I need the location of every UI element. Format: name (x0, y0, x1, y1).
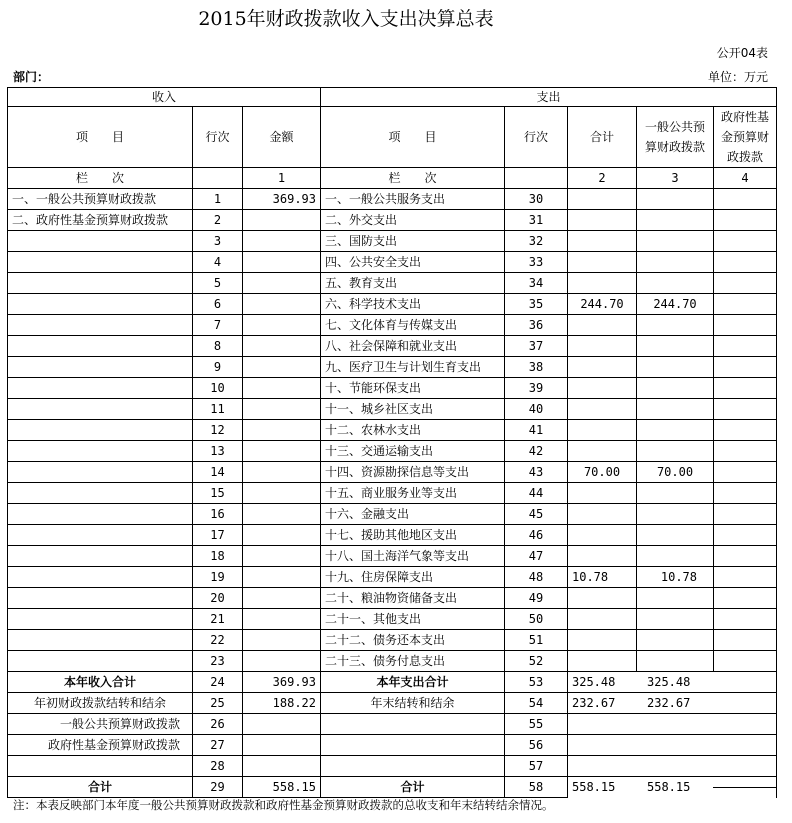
expense-gov-fund (714, 420, 777, 441)
expense-row-number: 44 (505, 483, 568, 504)
expense-item (321, 735, 505, 756)
income-amount-header: 金额 (243, 107, 321, 168)
expense-gov-fund (714, 378, 777, 399)
income-row-number: 6 (193, 294, 243, 315)
income-item: 政府性基金预算财政拨款 (8, 735, 193, 756)
income-amount: 369.93 (243, 672, 321, 693)
expense-gov-fund (714, 399, 777, 420)
expense-item: 二十三、债务付息支出 (321, 651, 505, 672)
expense-total (568, 525, 637, 546)
income-row-number: 26 (193, 714, 243, 735)
expense-item: 七、文化体育与传媒支出 (321, 315, 505, 336)
income-item (8, 231, 193, 252)
expense-row-number: 40 (505, 399, 568, 420)
income-item (8, 399, 193, 420)
income-item (8, 336, 193, 357)
expense-general-budget (637, 252, 714, 273)
income-item (8, 420, 193, 441)
expense-header: 支出 (321, 88, 777, 107)
table-row (8, 210, 777, 231)
income-row-number: 3 (193, 231, 243, 252)
empty-cell (193, 168, 243, 189)
expense-total: 232.67 (572, 696, 616, 710)
expense-general-budget (637, 504, 714, 525)
expense-row-number: 31 (505, 210, 568, 231)
income-amount (243, 441, 321, 462)
expense-item: 一、一般公共服务支出 (321, 189, 505, 210)
income-row-number: 21 (193, 609, 243, 630)
expense-item: 十三、交通运输支出 (321, 441, 505, 462)
expense-item: 三、国防支出 (321, 231, 505, 252)
summary-row (8, 735, 777, 756)
income-amount: 369.93 (243, 189, 321, 210)
expense-total: 558.15 (572, 780, 616, 795)
expense-gov-fund (714, 189, 777, 210)
expense-item: 二、外交支出 (321, 210, 505, 231)
expense-item: 二十一、其他支出 (321, 609, 505, 630)
expense-row-number: 39 (505, 378, 568, 399)
income-item (8, 273, 193, 294)
expense-item: 八、社会保障和就业支出 (321, 336, 505, 357)
income-amount (243, 483, 321, 504)
income-row-number: 28 (193, 756, 243, 777)
expense-total (568, 357, 637, 378)
income-item (8, 756, 193, 777)
expense-total: 325.48 (572, 675, 616, 689)
income-row-number: 17 (193, 525, 243, 546)
expense-item: 十六、金融支出 (321, 504, 505, 525)
income-amount (243, 231, 321, 252)
income-item: 一、一般公共预算财政拨款 (8, 189, 193, 210)
column-header-row (8, 107, 777, 168)
income-row-number: 14 (193, 462, 243, 483)
expense-item: 十、节能环保支出 (321, 378, 505, 399)
income-item (8, 504, 193, 525)
income-amount (243, 399, 321, 420)
expense-total (568, 336, 637, 357)
expense-gov-fund (714, 588, 777, 609)
table-row (8, 273, 777, 294)
expense-gov-fund (714, 231, 777, 252)
expense-item (321, 714, 505, 735)
expense-item: 九、医疗卫生与计划生育支出 (321, 357, 505, 378)
col-index-1: 1 (243, 168, 321, 189)
income-item (8, 630, 193, 651)
expense-total (568, 609, 637, 630)
expense-general-budget (637, 273, 714, 294)
unit-label: 单位：万元 (707, 70, 768, 84)
table-row (8, 336, 777, 357)
expense-total (568, 504, 637, 525)
income-row-number: 4 (193, 252, 243, 273)
expense-item: 二十二、债务还本支出 (321, 630, 505, 651)
expense-total (568, 588, 637, 609)
expense-gov-fund (714, 273, 777, 294)
income-item: 本年收入合计 (8, 672, 193, 693)
income-row-number: 13 (193, 441, 243, 462)
income-row-number: 15 (193, 483, 243, 504)
footnote: 注：本表反映部门本年度一般公共预算财政拨款和政府性基金预算财政拨款的总收支和年末结转结余情况。 (13, 798, 554, 812)
expense-general-budget: 558.15 (647, 780, 691, 795)
table-row (8, 462, 777, 483)
summary-row (8, 777, 777, 798)
expense-item: 十一、城乡社区支出 (321, 399, 505, 420)
income-item: 年初财政拨款结转和结余 (8, 693, 193, 714)
expense-row-number: 50 (505, 609, 568, 630)
expense-row-number: 53 (505, 672, 568, 693)
expense-general-budget (637, 378, 714, 399)
expense-general-budget (637, 336, 714, 357)
expense-item (321, 756, 505, 777)
expense-general-budget: 325.48 (647, 675, 691, 689)
expense-general-budget (637, 546, 714, 567)
expense-total: 244.70 (568, 294, 637, 315)
income-row-number: 12 (193, 420, 243, 441)
income-amount (243, 462, 321, 483)
expense-general-budget (637, 651, 714, 672)
expense-general-budget (637, 420, 714, 441)
table-row (8, 546, 777, 567)
income-amount (243, 294, 321, 315)
expense-item: 本年支出合计 (321, 672, 505, 693)
expense-gov-fund (714, 504, 777, 525)
col-index-4: 4 (714, 168, 777, 189)
summary-row (8, 693, 777, 714)
expense-gov-fund (714, 357, 777, 378)
expense-row-number: 34 (505, 273, 568, 294)
budget-table (7, 87, 777, 798)
general-budget-header: 一般公共预算财政拨款 (637, 107, 714, 168)
expense-general-budget (637, 525, 714, 546)
expense-gov-fund (714, 336, 777, 357)
table-row (8, 504, 777, 525)
table-row (8, 189, 777, 210)
expense-item: 十四、资源勘探信息等支出 (321, 462, 505, 483)
empty-cell (505, 168, 568, 189)
income-column-label: 栏 次 (8, 168, 193, 189)
table-row (8, 252, 777, 273)
expense-total (568, 231, 637, 252)
expense-total (568, 378, 637, 399)
expense-item: 十七、援助其他地区支出 (321, 525, 505, 546)
income-row-number: 11 (193, 399, 243, 420)
department-label: 部门： (13, 70, 50, 84)
expense-general-budget: 244.70 (637, 294, 714, 315)
income-row-number: 9 (193, 357, 243, 378)
expense-item: 二十、粮油物资储备支出 (321, 588, 505, 609)
expense-gov-fund (714, 483, 777, 504)
expense-gov-fund (714, 315, 777, 336)
income-item (8, 441, 193, 462)
income-amount (243, 588, 321, 609)
col-index-2: 2 (568, 168, 637, 189)
expense-merged-amounts (568, 693, 777, 714)
expense-merged-amounts (568, 672, 777, 693)
expense-row-number: 49 (505, 588, 568, 609)
table-row (8, 441, 777, 462)
income-row-number: 7 (193, 315, 243, 336)
table-row (8, 357, 777, 378)
expense-total (568, 630, 637, 651)
expense-total: 70.00 (568, 462, 637, 483)
expense-general-budget (637, 231, 714, 252)
expense-item: 合计 (321, 777, 505, 798)
income-amount (243, 714, 321, 735)
table-row (8, 630, 777, 651)
income-row-number: 19 (193, 567, 243, 588)
expense-general-budget: 70.00 (637, 462, 714, 483)
expense-item: 四、公共安全支出 (321, 252, 505, 273)
table-row (8, 294, 777, 315)
income-item (8, 462, 193, 483)
expense-item: 六、科学技术支出 (321, 294, 505, 315)
table-row (8, 609, 777, 630)
income-item: 二、政府性基金预算财政拨款 (8, 210, 193, 231)
income-row-number: 25 (193, 693, 243, 714)
expense-general-budget (637, 315, 714, 336)
expense-general-budget: 232.67 (647, 696, 691, 710)
form-number: 公开04表 (716, 46, 768, 60)
expense-row-number: 46 (505, 525, 568, 546)
income-amount (243, 378, 321, 399)
income-item (8, 567, 193, 588)
expense-general-budget (637, 588, 714, 609)
expense-total (568, 315, 637, 336)
expense-row-number: 56 (505, 735, 568, 756)
table-row (8, 651, 777, 672)
income-item (8, 315, 193, 336)
expense-merged-amounts (568, 756, 777, 777)
expense-item: 十九、住房保障支出 (321, 567, 505, 588)
income-item (8, 252, 193, 273)
income-rowno-header: 行次 (193, 107, 243, 168)
expense-row-number: 43 (505, 462, 568, 483)
table-row (8, 483, 777, 504)
gov-fund-header: 政府性基金预算财政拨款 (714, 107, 777, 168)
income-amount (243, 567, 321, 588)
expense-item-header: 项 目 (321, 107, 505, 168)
expense-row-number: 52 (505, 651, 568, 672)
expense-total (568, 651, 637, 672)
expense-gov-fund (714, 525, 777, 546)
income-amount (243, 420, 321, 441)
income-item (8, 651, 193, 672)
income-row-number: 18 (193, 546, 243, 567)
income-amount (243, 630, 321, 651)
income-item (8, 609, 193, 630)
expense-general-budget (637, 609, 714, 630)
expense-total (568, 210, 637, 231)
column-index-row (8, 168, 777, 189)
expense-row-number: 51 (505, 630, 568, 651)
income-row-number: 8 (193, 336, 243, 357)
income-item: 合计 (8, 777, 193, 798)
expense-row-number: 36 (505, 315, 568, 336)
table-row (8, 315, 777, 336)
expense-general-budget (637, 630, 714, 651)
expense-general-budget (637, 210, 714, 231)
section-header-row (8, 88, 777, 107)
expense-item: 十五、商业服务业等支出 (321, 483, 505, 504)
summary-row (8, 672, 777, 693)
income-amount (243, 735, 321, 756)
expense-row-number: 57 (505, 756, 568, 777)
income-amount (243, 252, 321, 273)
income-amount (243, 336, 321, 357)
expense-row-number: 48 (505, 567, 568, 588)
table-row (8, 399, 777, 420)
income-row-number: 16 (193, 504, 243, 525)
income-row-number: 24 (193, 672, 243, 693)
expense-gov-fund (714, 210, 777, 231)
expense-general-budget (637, 357, 714, 378)
expense-row-number: 30 (505, 189, 568, 210)
expense-row-number: 45 (505, 504, 568, 525)
expense-gov-fund (714, 462, 777, 483)
income-amount: 558.15 (243, 777, 321, 798)
income-header: 收入 (8, 88, 321, 107)
expense-general-budget (637, 399, 714, 420)
income-item (8, 483, 193, 504)
expense-general-budget (637, 441, 714, 462)
expense-row-number: 33 (505, 252, 568, 273)
income-item (8, 546, 193, 567)
expense-gov-fund (714, 252, 777, 273)
income-row-number: 1 (193, 189, 243, 210)
income-item (8, 357, 193, 378)
expense-item: 十二、农林水支出 (321, 420, 505, 441)
expense-total (568, 441, 637, 462)
income-amount (243, 273, 321, 294)
income-item (8, 588, 193, 609)
income-item (8, 378, 193, 399)
table-row (8, 378, 777, 399)
table-row (8, 588, 777, 609)
expense-row-number: 58 (505, 777, 568, 798)
table-row (8, 231, 777, 252)
income-row-number: 20 (193, 588, 243, 609)
expense-total: 10.78 (568, 567, 637, 588)
income-amount: 188.22 (243, 693, 321, 714)
expense-gov-fund (714, 630, 777, 651)
income-row-number: 5 (193, 273, 243, 294)
expense-row-number: 55 (505, 714, 568, 735)
expense-total (568, 189, 637, 210)
income-row-number: 23 (193, 651, 243, 672)
expense-gov-fund (714, 651, 777, 672)
expense-row-number: 42 (505, 441, 568, 462)
income-row-number: 27 (193, 735, 243, 756)
income-row-number: 22 (193, 630, 243, 651)
income-item (8, 525, 193, 546)
expense-total (568, 252, 637, 273)
income-amount (243, 504, 321, 525)
expense-gov-fund (714, 294, 777, 315)
income-row-number: 10 (193, 378, 243, 399)
income-row-number: 29 (193, 777, 243, 798)
expense-general-budget (637, 483, 714, 504)
expense-merged-amounts (568, 735, 777, 756)
expense-gov-fund (714, 546, 777, 567)
expense-row-number: 32 (505, 231, 568, 252)
income-amount (243, 210, 321, 231)
table-row (8, 420, 777, 441)
income-item: 一般公共预算财政拨款 (8, 714, 193, 735)
page-title (0, 4, 792, 31)
expense-item: 五、教育支出 (321, 273, 505, 294)
expense-gov-fund (714, 609, 777, 630)
title-text: 2015年财政拨款收入支出决算总表 (198, 8, 494, 30)
expense-row-number: 47 (505, 546, 568, 567)
expense-item: 年末结转和结余 (321, 693, 505, 714)
expense-total (568, 483, 637, 504)
table-row (8, 525, 777, 546)
income-amount (243, 357, 321, 378)
expense-row-number: 35 (505, 294, 568, 315)
bottom-border-segment (713, 787, 777, 788)
income-row-number: 2 (193, 210, 243, 231)
expense-gov-fund (714, 567, 777, 588)
income-amount (243, 756, 321, 777)
expense-column-label: 栏 次 (321, 168, 505, 189)
expense-general-budget: 10.78 (637, 567, 714, 588)
expense-row-number: 54 (505, 693, 568, 714)
income-item (8, 294, 193, 315)
income-amount (243, 609, 321, 630)
expense-row-number: 38 (505, 357, 568, 378)
expense-total-header: 合计 (568, 107, 637, 168)
expense-general-budget (637, 189, 714, 210)
expense-row-number: 37 (505, 336, 568, 357)
income-amount (243, 315, 321, 336)
expense-row-number: 41 (505, 420, 568, 441)
expense-total (568, 420, 637, 441)
expense-total (568, 546, 637, 567)
income-amount (243, 546, 321, 567)
col-index-3: 3 (637, 168, 714, 189)
income-amount (243, 651, 321, 672)
summary-row (8, 756, 777, 777)
table-row (8, 567, 777, 588)
expense-total (568, 273, 637, 294)
income-amount (243, 525, 321, 546)
expense-rowno-header: 行次 (505, 107, 568, 168)
expense-merged-amounts (568, 714, 777, 735)
summary-row (8, 714, 777, 735)
expense-item: 十八、国土海洋气象等支出 (321, 546, 505, 567)
income-item-header: 项 目 (8, 107, 193, 168)
expense-gov-fund (714, 441, 777, 462)
expense-total (568, 399, 637, 420)
